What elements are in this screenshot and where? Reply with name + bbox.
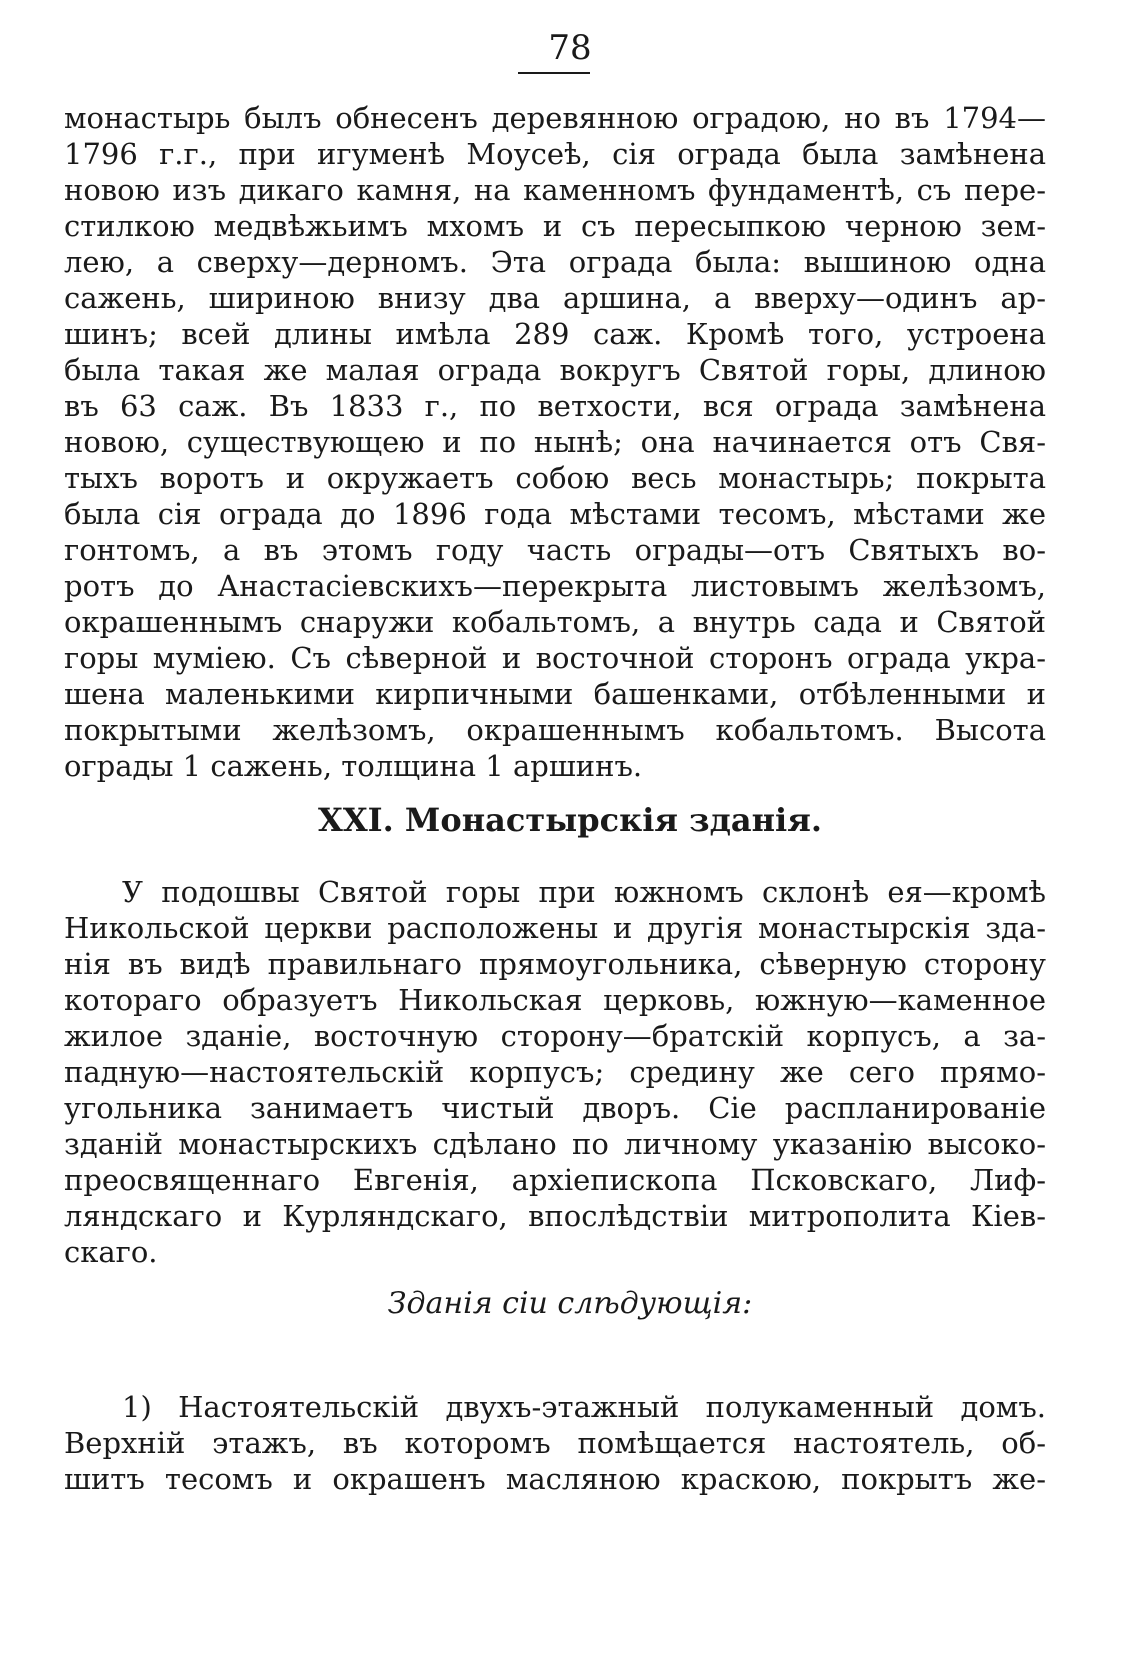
text-line: окрашеннымъ снаружи кобальтомъ, а внутрь сада и Святой: [64, 605, 1046, 639]
text-line: новою, существующею и по нынѣ; она начинается отъ Свя-: [64, 425, 1046, 459]
text-line: 1) Настоятельскій двухъ-этажный полукаменный домъ.: [122, 1390, 1046, 1424]
text-line: была сія ограда до 1896 года мѣстами тесомъ, мѣстами же: [64, 497, 1046, 531]
text-line: гонтомъ, а въ этомъ году часть ограды—отъ Святыхъ во-: [64, 533, 1046, 567]
text-line: угольника занимаетъ чистый дворъ. Сіе распланированіе: [64, 1091, 1046, 1125]
text-line: зданій монастырскихъ сдѣлано по личному указанію высоко-: [64, 1127, 1046, 1161]
page-number: 78: [548, 28, 592, 68]
text-line: новою изъ дикаго камня, на каменномъ фундаментѣ, съ пере-: [64, 173, 1046, 207]
section-heading: XXI. Монастырскія зданія.: [318, 801, 822, 839]
text-line: У подошвы Святой горы при южномъ склонѣ ея—кромѣ: [122, 875, 1046, 909]
text-line: въ 63 саж. Въ 1833 г., по ветхости, вся ограда замѣнена: [64, 389, 1046, 423]
paragraph-monastery-buildings: [64, 874, 1046, 1270]
text-line: Никольской церкви расположены и другія монастырскія зда-: [64, 911, 1046, 945]
text-line: сажень, шириною внизу два аршина, а вверху—одинъ ар-: [64, 281, 1046, 315]
text-line: тыхъ воротъ и окружаетъ собою весь монастырь; покрыта: [64, 461, 1046, 495]
paragraph-abbot-house: [64, 1389, 1046, 1497]
text-line: шитъ тесомъ и окрашенъ масляною краскою, покрытъ же-: [64, 1462, 1046, 1496]
subsection-heading: Зданія сіи слѣдующія:: [387, 1286, 753, 1321]
text-line: была такая же малая ограда вокругъ Святой горы, длиною: [64, 353, 1046, 387]
text-line: преосвященнаго Евгенія, архіепископа Псковскаго, Лиф-: [64, 1163, 1046, 1197]
text-line: лею, а сверху—дерномъ. Эта ограда была: вышиною одна: [64, 245, 1046, 279]
text-line: ограды 1 сажень, толщина 1 аршинъ.: [64, 749, 643, 783]
text-line: падную—настоятельскій корпусъ; средину же сего прямо-: [64, 1055, 1046, 1089]
text-line: шинъ; всей длины имѣла 289 саж. Кромѣ того, устроена: [64, 317, 1046, 351]
text-line: нія въ видѣ правильнаго прямоугольника, сѣверную сторону: [64, 947, 1046, 981]
text-line: ляндскаго и Курляндскаго, впослѣдствіи митрополита Кіев-: [64, 1199, 1046, 1233]
page-number-underline: [518, 72, 590, 74]
text-line: стилкою медвѣжьимъ мхомъ и съ пересыпкою черною зем-: [64, 209, 1046, 243]
text-line: Верхній этажъ, въ которомъ помѣщается настоятель, об-: [64, 1426, 1046, 1460]
text-line: котораго образуетъ Никольская церковь, южную—каменное: [64, 983, 1046, 1017]
text-line: скаго.: [64, 1235, 158, 1269]
text-line: монастырь былъ обнесенъ деревянною оградою, но въ 1794—: [64, 101, 1046, 135]
text-line: жилое зданіе, восточную сторону—братскій корпусъ, а за-: [64, 1019, 1046, 1053]
text-line: горы муміею. Съ сѣверной и восточной сторонъ ограда укра-: [64, 641, 1046, 675]
text-line: шена маленькими кирпичными башенками, отбѣленными и: [64, 677, 1046, 711]
text-line: ротъ до Анастасіевскихъ—перекрыта листовымъ желѣзомъ,: [64, 569, 1046, 603]
text-line: 1796 г.г., при игуменѣ Моусеѣ, сія ограда была замѣнена: [64, 137, 1046, 171]
text-line: покрытыми желѣзомъ, окрашеннымъ кобальтомъ. Высота: [64, 713, 1046, 747]
paragraph-fence-description: [64, 100, 1046, 784]
